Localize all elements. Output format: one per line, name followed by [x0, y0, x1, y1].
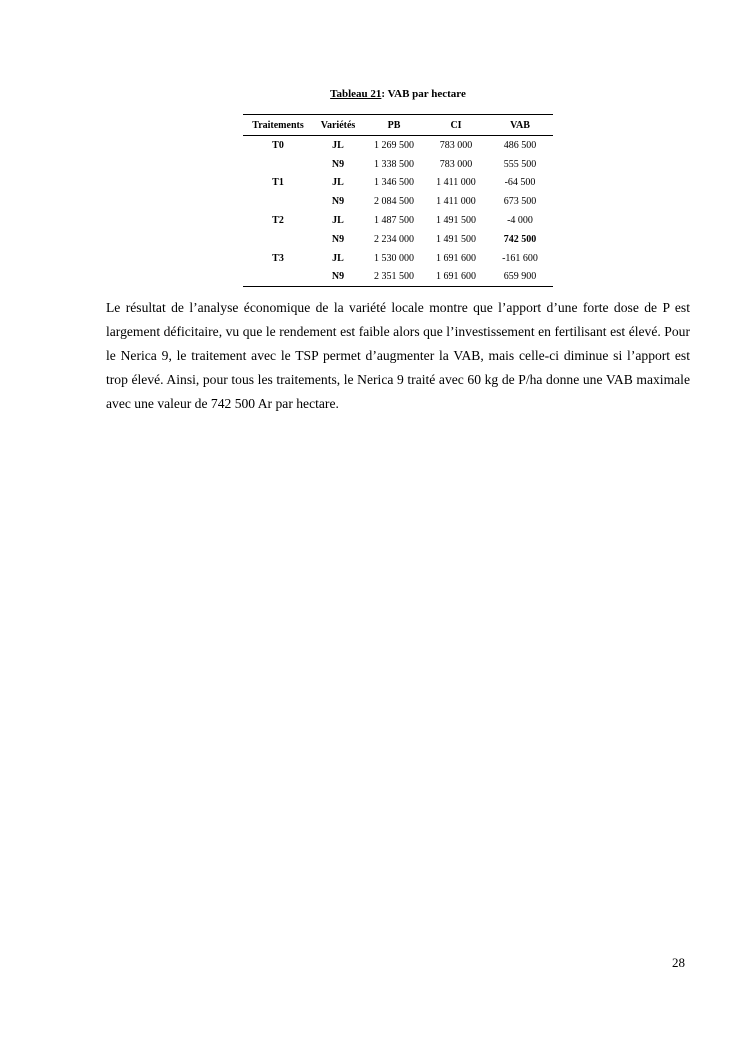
cell-pb: 1 338 500 [374, 158, 414, 170]
cell-variete: JL [332, 139, 344, 151]
page-number: 28 [672, 955, 685, 970]
cell-traitement [243, 192, 313, 211]
table-row [243, 192, 553, 211]
cell-vab: 673 500 [503, 196, 537, 208]
cell-ci: 1 691 600 [425, 268, 487, 287]
cell-variete: JL [332, 252, 344, 264]
cell-pb: 1 530 000 [374, 252, 414, 264]
cell-variete: N9 [331, 233, 345, 245]
cell-vab: -161 600 [502, 252, 538, 264]
table-row [243, 230, 553, 249]
table-row [243, 249, 553, 268]
cell-variete: N9 [313, 268, 363, 287]
cell-vab: 486 500 [503, 139, 537, 151]
header-traitements: Traitements [243, 115, 313, 136]
cell-vab: -64 500 [504, 177, 536, 189]
cell-vab-max: 742 500 [503, 233, 537, 245]
cell-ci: 1 691 600 [436, 252, 476, 264]
cell-variete: N9 [331, 196, 345, 208]
table-caption-label: Tableau 21 [330, 88, 382, 100]
cell-ci: 783 000 [439, 139, 473, 151]
cell-pb: 2 351 500 [363, 268, 425, 287]
cell-ci: 1 411 000 [436, 196, 476, 208]
table-row [243, 155, 553, 174]
cell-ci: 1 491 500 [436, 215, 476, 227]
table-caption [0, 88, 745, 100]
cell-vab: 555 500 [503, 158, 537, 170]
cell-ci: 1 491 500 [436, 233, 476, 245]
cell-traitement: T2 [272, 215, 284, 227]
header-ci: CI [425, 115, 487, 136]
cell-ci: 1 411 000 [436, 177, 476, 189]
cell-variete: N9 [331, 158, 345, 170]
cell-pb: 1 346 500 [374, 177, 414, 189]
vab-table [243, 114, 553, 287]
header-varietes: Variétés [313, 115, 363, 136]
table-header-row [243, 115, 553, 136]
cell-vab: 659 900 [487, 268, 553, 287]
header-pb: PB [363, 115, 425, 136]
cell-traitement: T3 [272, 252, 284, 264]
cell-pb: 2 234 000 [374, 233, 414, 245]
table-row [243, 268, 553, 287]
cell-traitement: T1 [272, 177, 284, 189]
table-caption-title: : VAB par hectare [381, 88, 466, 100]
cell-variete: JL [332, 177, 344, 189]
table-row [243, 174, 553, 193]
cell-pb: 1 487 500 [374, 215, 414, 227]
cell-pb: 1 269 500 [374, 139, 414, 151]
body-paragraph: Le résultat de l’analyse économique de la variété locale montre que l’apport d’une forte dose de P est largement déficitaire, vu que le rendement est faible alors que l’investissement en fertilisant est élevé. Pour le Nerica 9, le traitement avec le TSP permet d’augmenter la VAB, mais celle-ci diminue si l’apport est trop élevé. Ainsi, pour tous les traitements, le Nerica 9 traité avec 60 kg de P/ha donne une VAB maximale avec une valeur de 742 500 Ar par hectare. [106, 300, 690, 411]
table-row [243, 211, 553, 230]
table-row [243, 136, 553, 155]
header-vab: VAB [487, 115, 553, 136]
cell-traitement [243, 155, 313, 174]
cell-variete: JL [332, 215, 344, 227]
cell-traitement [243, 230, 313, 249]
cell-ci: 783 000 [439, 158, 473, 170]
cell-vab: -4 000 [507, 215, 533, 227]
cell-traitement: T0 [272, 139, 284, 151]
cell-pb: 2 084 500 [374, 196, 414, 208]
cell-traitement [243, 268, 313, 287]
